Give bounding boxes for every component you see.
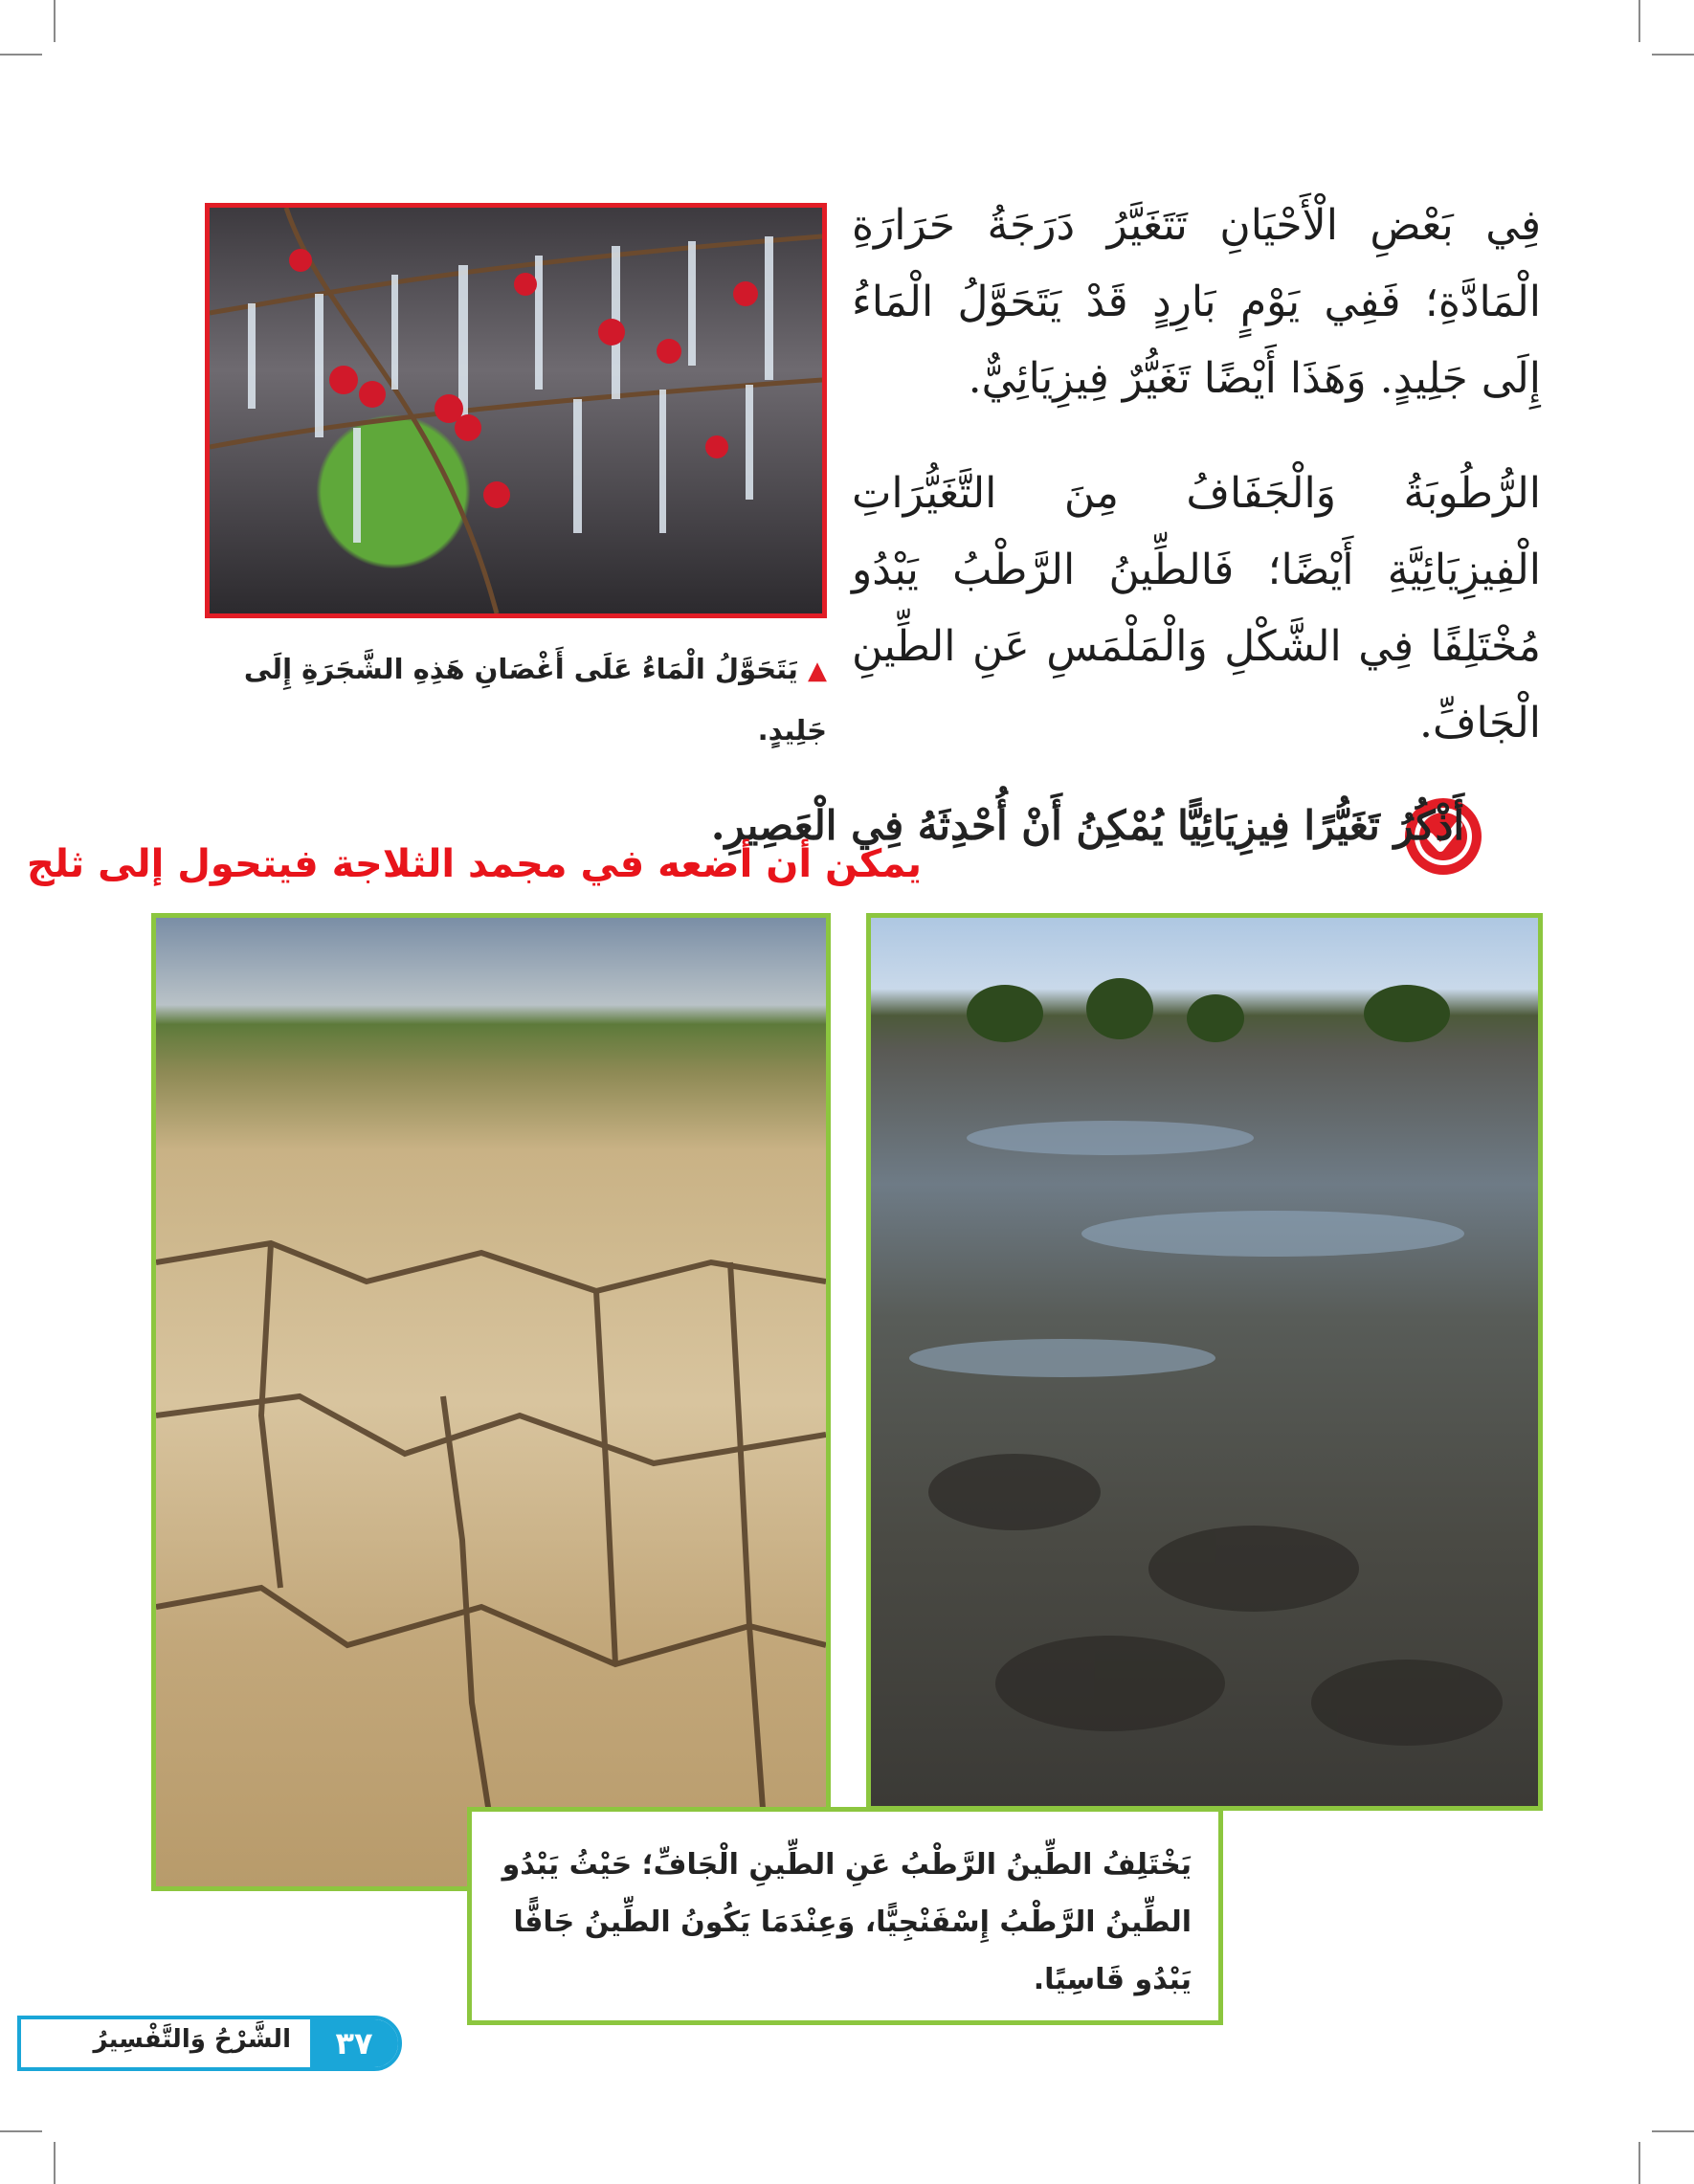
section-label: الشَّرْحُ وَالتَّفْسِيرُ xyxy=(93,2025,291,2054)
crop-mark xyxy=(1638,0,1640,42)
cracked-soil-illustration xyxy=(156,918,826,1886)
crop-mark xyxy=(54,2142,56,2184)
icicles-illustration xyxy=(210,208,822,613)
page-number: ٣٧ xyxy=(310,2019,398,2067)
caption-text: يَتَحَوَّلُ الْمَاءُ عَلَى أَغْصَانِ هَذِهِ الشَّجَرَةِ إِلَى جَلِيدٍ. xyxy=(243,653,827,747)
question-text: أَذْكُرُ تَغَيُّرًا فِيزِيَائِيًّا يُمْكِنُ أَنْ أُحْدِثَهُ فِي الْعَصِيرِ. xyxy=(710,802,1464,849)
wet-mud-field-photo xyxy=(866,913,1543,1811)
soil-comparison-caption: يَخْتَلِفُ الطِّينُ الرَّطْبُ عَنِ الطِّينِ الْجَافِّ؛ حَيْثُ يَبْدُو الطِّينُ الرَّطْبُ إِسْفَنْجِيًّا، وَعِنْدَمَا يَكُونُ الطِّينُ جَافًّا يَبْدُو قَاسِيًا. xyxy=(467,1807,1223,2025)
crop-mark xyxy=(0,2130,42,2132)
crop-mark xyxy=(1652,2130,1694,2132)
dry-cracked-soil-photo xyxy=(151,913,831,1891)
crop-mark xyxy=(1638,2142,1640,2184)
paragraph-ice: فِي بَعْضِ الْأَحْيَانِ تَتَغَيَّرُ دَرَجَةُ حَرَارَةِ الْمَادَّةِ؛ فَفِي يَوْمٍ بَارِدٍ قَدْ يَتَحَوَّلُ الْمَاءُ إِلَى جَلِيدٍ. وَهَذَا أَيْضًا تَغَيُّرٌ فِيزِيَائِيٌّ. xyxy=(852,201,1541,403)
muddy-field-illustration xyxy=(871,918,1538,1806)
crop-mark xyxy=(1652,54,1694,56)
page-footer xyxy=(17,2016,402,2071)
paragraph-mud: الرُّطُوبَةُ وَالْجَفَافُ مِنَ التَّغَيُّرَاتِ الْفِيزِيَائِيَّةِ أَيْضًا؛ فَالطِّينُ الرَّطْبُ يَبْدُو مُخْتَلِفًا فِي الشَّكْلِ وَالْمَلْمَسِ عَنِ الطِّينِ الْجَافِّ. xyxy=(852,469,1541,747)
handwritten-answer: يمكن أن أضعه في مجمد الثلاجة فيتحول إلى ثلج xyxy=(27,842,923,886)
crop-mark xyxy=(0,54,42,56)
ice-photo-caption xyxy=(195,639,827,760)
caption-triangle-icon: ▲ xyxy=(808,657,827,685)
ice-tree-photo xyxy=(205,203,827,618)
crop-mark xyxy=(54,0,56,42)
